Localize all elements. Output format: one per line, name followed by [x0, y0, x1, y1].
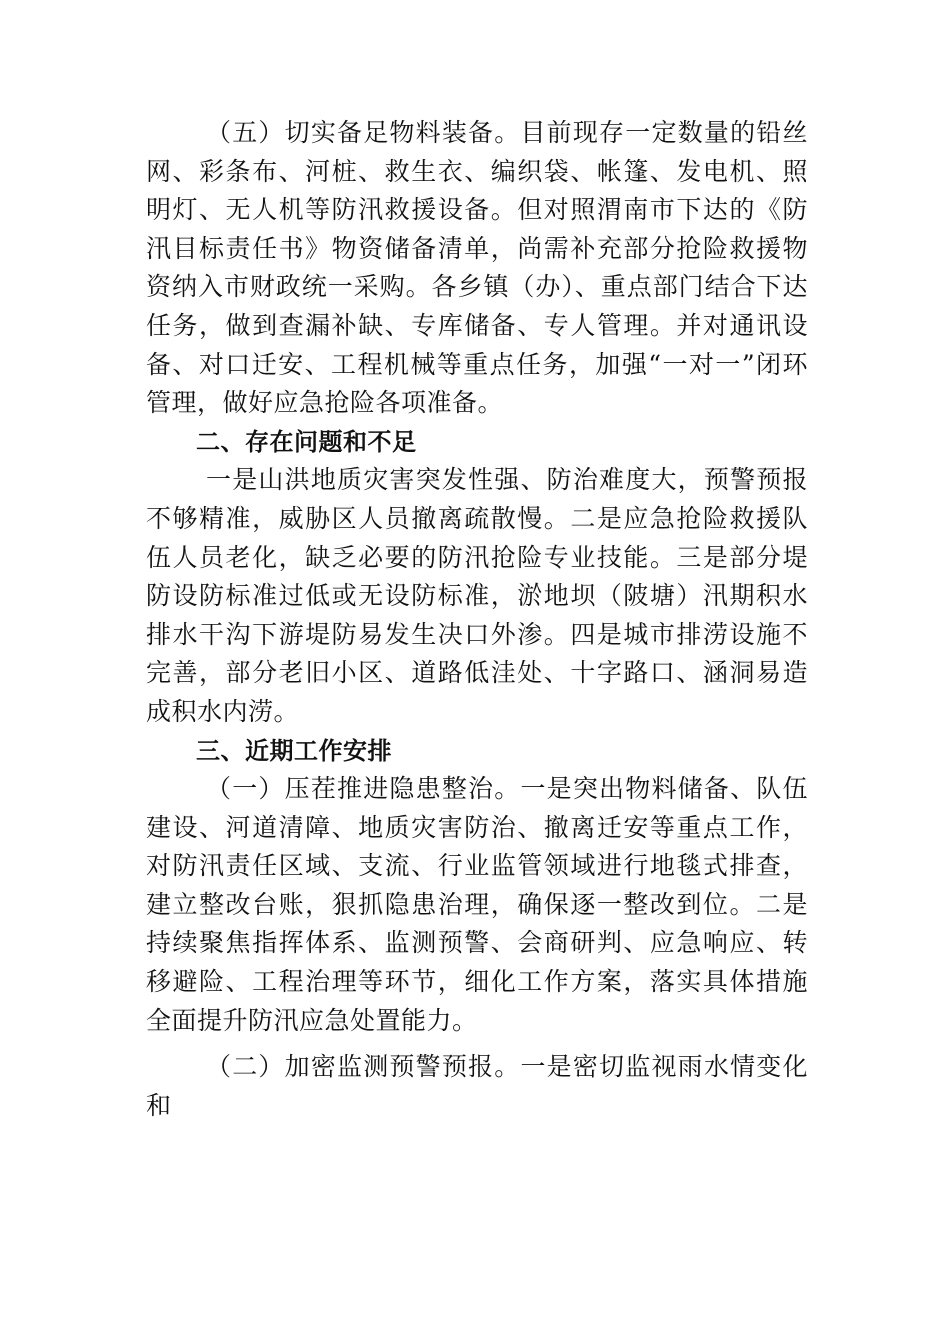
section-heading-work-plan: 三、近期工作安排	[196, 736, 392, 765]
section-heading-problems: 二、存在问题和不足	[196, 427, 417, 456]
paragraph-material-equipment: （五）切实备足物料装备。目前现存一定数量的铅丝网、彩条布、河桩、救生衣、编织袋、帐篷、发电机、照明灯、无人机等防汛救援设备。但对照渭南市下达的《防汛目标责任书》物资储备清单，尚需补充部分抢险救援物资纳入市财政统一采购。各乡镇（办）、重点部门结合下达任务，做到查漏补缺、专库储备、专人管理。并对通讯设备、对口迁安、工程机械等重点任务，加强“一对一”闭环管理，做好应急抢险各项准备。	[146, 118, 808, 418]
paragraph-hazard-rectification: （一）压茬推进隐患整治。一是突出物料储备、队伍建设、河道清障、地质灾害防治、撤离迁安等重点工作，对防汛责任区域、支流、行业监管领域进行地毯式排查，建立整改台账，狠抓隐患治理，确保逐一整改到位。二是持续聚焦指挥体系、监测预警、会商研判、应急响应、转移避险、工程治理等环节，细化工作方案，落实具体措施全面提升防汛应急处置能力。	[146, 774, 808, 1035]
paragraph-monitoring-warning: （二）加密监测预警预报。一是密切监视雨水情变化和	[146, 1052, 808, 1120]
paragraph-problems: 一是山洪地质灾害突发性强、防治难度大，预警预报不够精准，威胁区人员撤离疏散慢。二是应急抢险救援队伍人员老化，缺乏必要的防汛抢险专业技能。三是部分堤防设防标准过低或无设防标准，淤地坝（陂塘）汛期积水排水干沟下游堤防易发生决口外渗。四是城市排涝设施不完善，部分老旧小区、道路低洼处、十字路口、涵洞易造成积水内涝。	[146, 465, 808, 726]
document-body	[146, 114, 808, 1125]
paragraph-spacer	[146, 1040, 808, 1048]
